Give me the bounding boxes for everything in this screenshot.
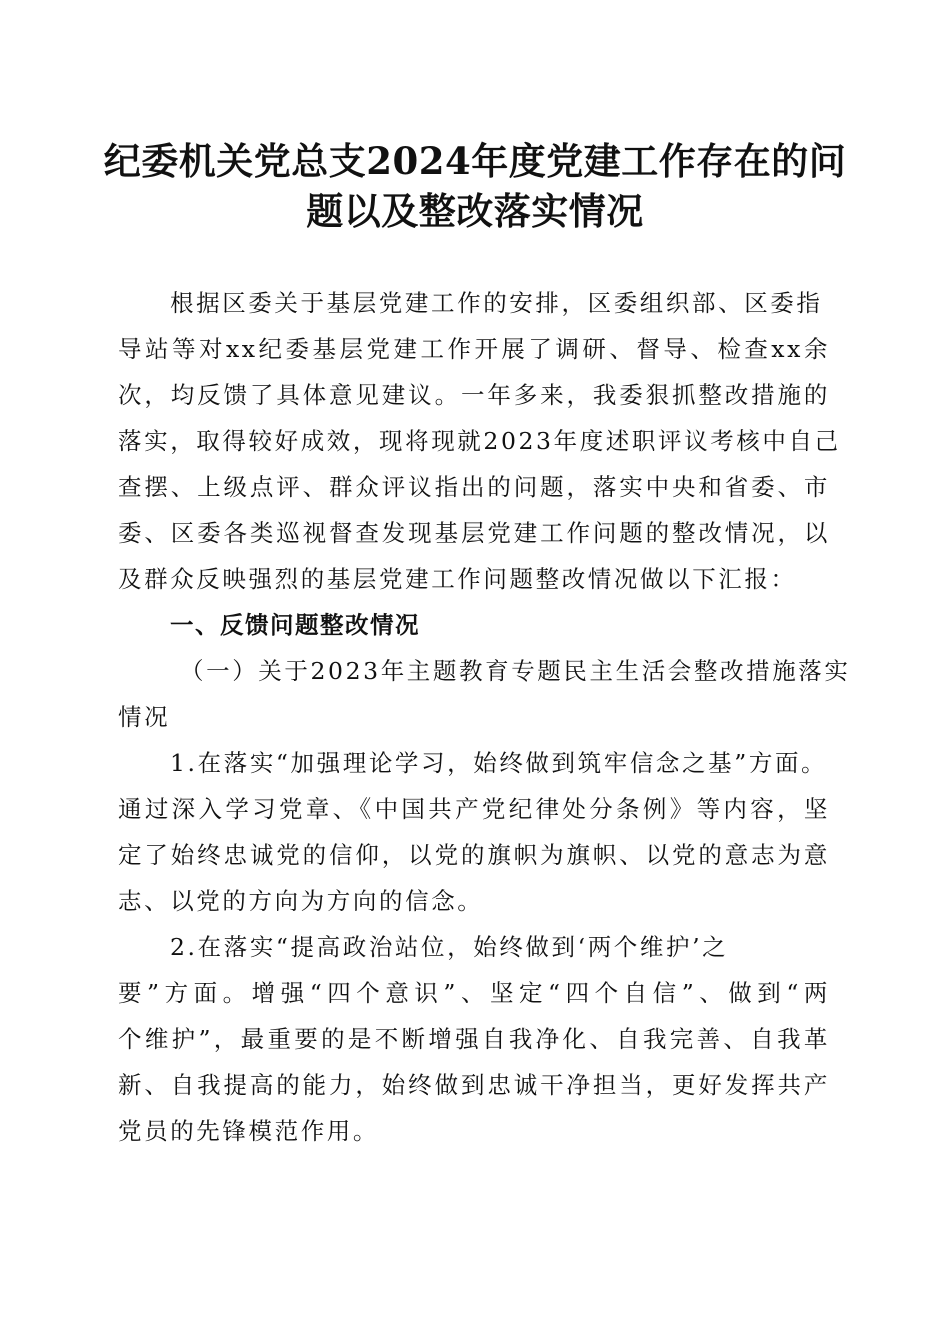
paragraph-intro-line: 查摆、上级点评、群众评议指出的问题，落实中央和省委、市: [118, 473, 830, 501]
paragraph-intro-line: 导站等对xx纪委基层党建工作开展了调研、督导、检查xx余: [118, 335, 830, 363]
item-2-line: 要”方面。增强“四个意识”、坚定“四个自信”、做到“两: [118, 979, 830, 1007]
item-2-line: 新、自我提高的能力，始终做到忠诚干净担当，更好发挥共产: [118, 1071, 830, 1099]
paragraph-intro-line: 落实，取得较好成效，现将现就2023年度述职评议考核中自己: [118, 427, 841, 455]
subsection-heading-line: 情况: [118, 703, 171, 731]
document-body: [118, 280, 851, 1154]
item-1-line: 1.在落实“加强理论学习，始终做到筑牢信念之基”方面。: [170, 749, 828, 777]
paragraph-intro-line: 委、区委各类巡视督查发现基层党建工作问题的整改情况，以: [118, 519, 830, 547]
item-1-line: 通过深入学习党章、《中国共产党纪律处分条例》等内容，坚: [118, 795, 830, 823]
item-2-line: 党员的先锋模范作用。: [118, 1117, 379, 1145]
section-heading: 一、反馈问题整改情况: [170, 611, 420, 639]
paragraph-intro-line: 根据区委关于基层党建工作的安排，区委组织部、区委指: [170, 289, 823, 317]
paragraph-intro-line: 次，均反馈了具体意见建议。一年多来，我委狠抓整改措施的: [118, 381, 830, 409]
item-2-line: 个维护”，最重要的是不断增强自我净化、自我完善、自我革: [118, 1025, 830, 1053]
paragraph-intro-line: 及群众反映强烈的基层党建工作问题整改情况做以下汇报：: [118, 565, 797, 593]
title-line-2: 题以及整改落实情况: [306, 189, 644, 233]
item-1-line: 志、以党的方向为方向的信念。: [118, 887, 484, 915]
item-2-line: 2.在落实“提高政治站位，始终做到‘两个维护’之: [170, 933, 729, 961]
subsection-heading-line: （一）关于2023年主题教育专题民主生活会整改措施落实: [180, 657, 851, 685]
document-title: [90, 136, 860, 236]
item-1-line: 定了始终忠诚党的信仰，以党的旗帜为旗帜、以党的意志为意: [118, 841, 830, 869]
title-line-1: 纪委机关党总支2024年度党建工作存在的问: [103, 139, 847, 183]
